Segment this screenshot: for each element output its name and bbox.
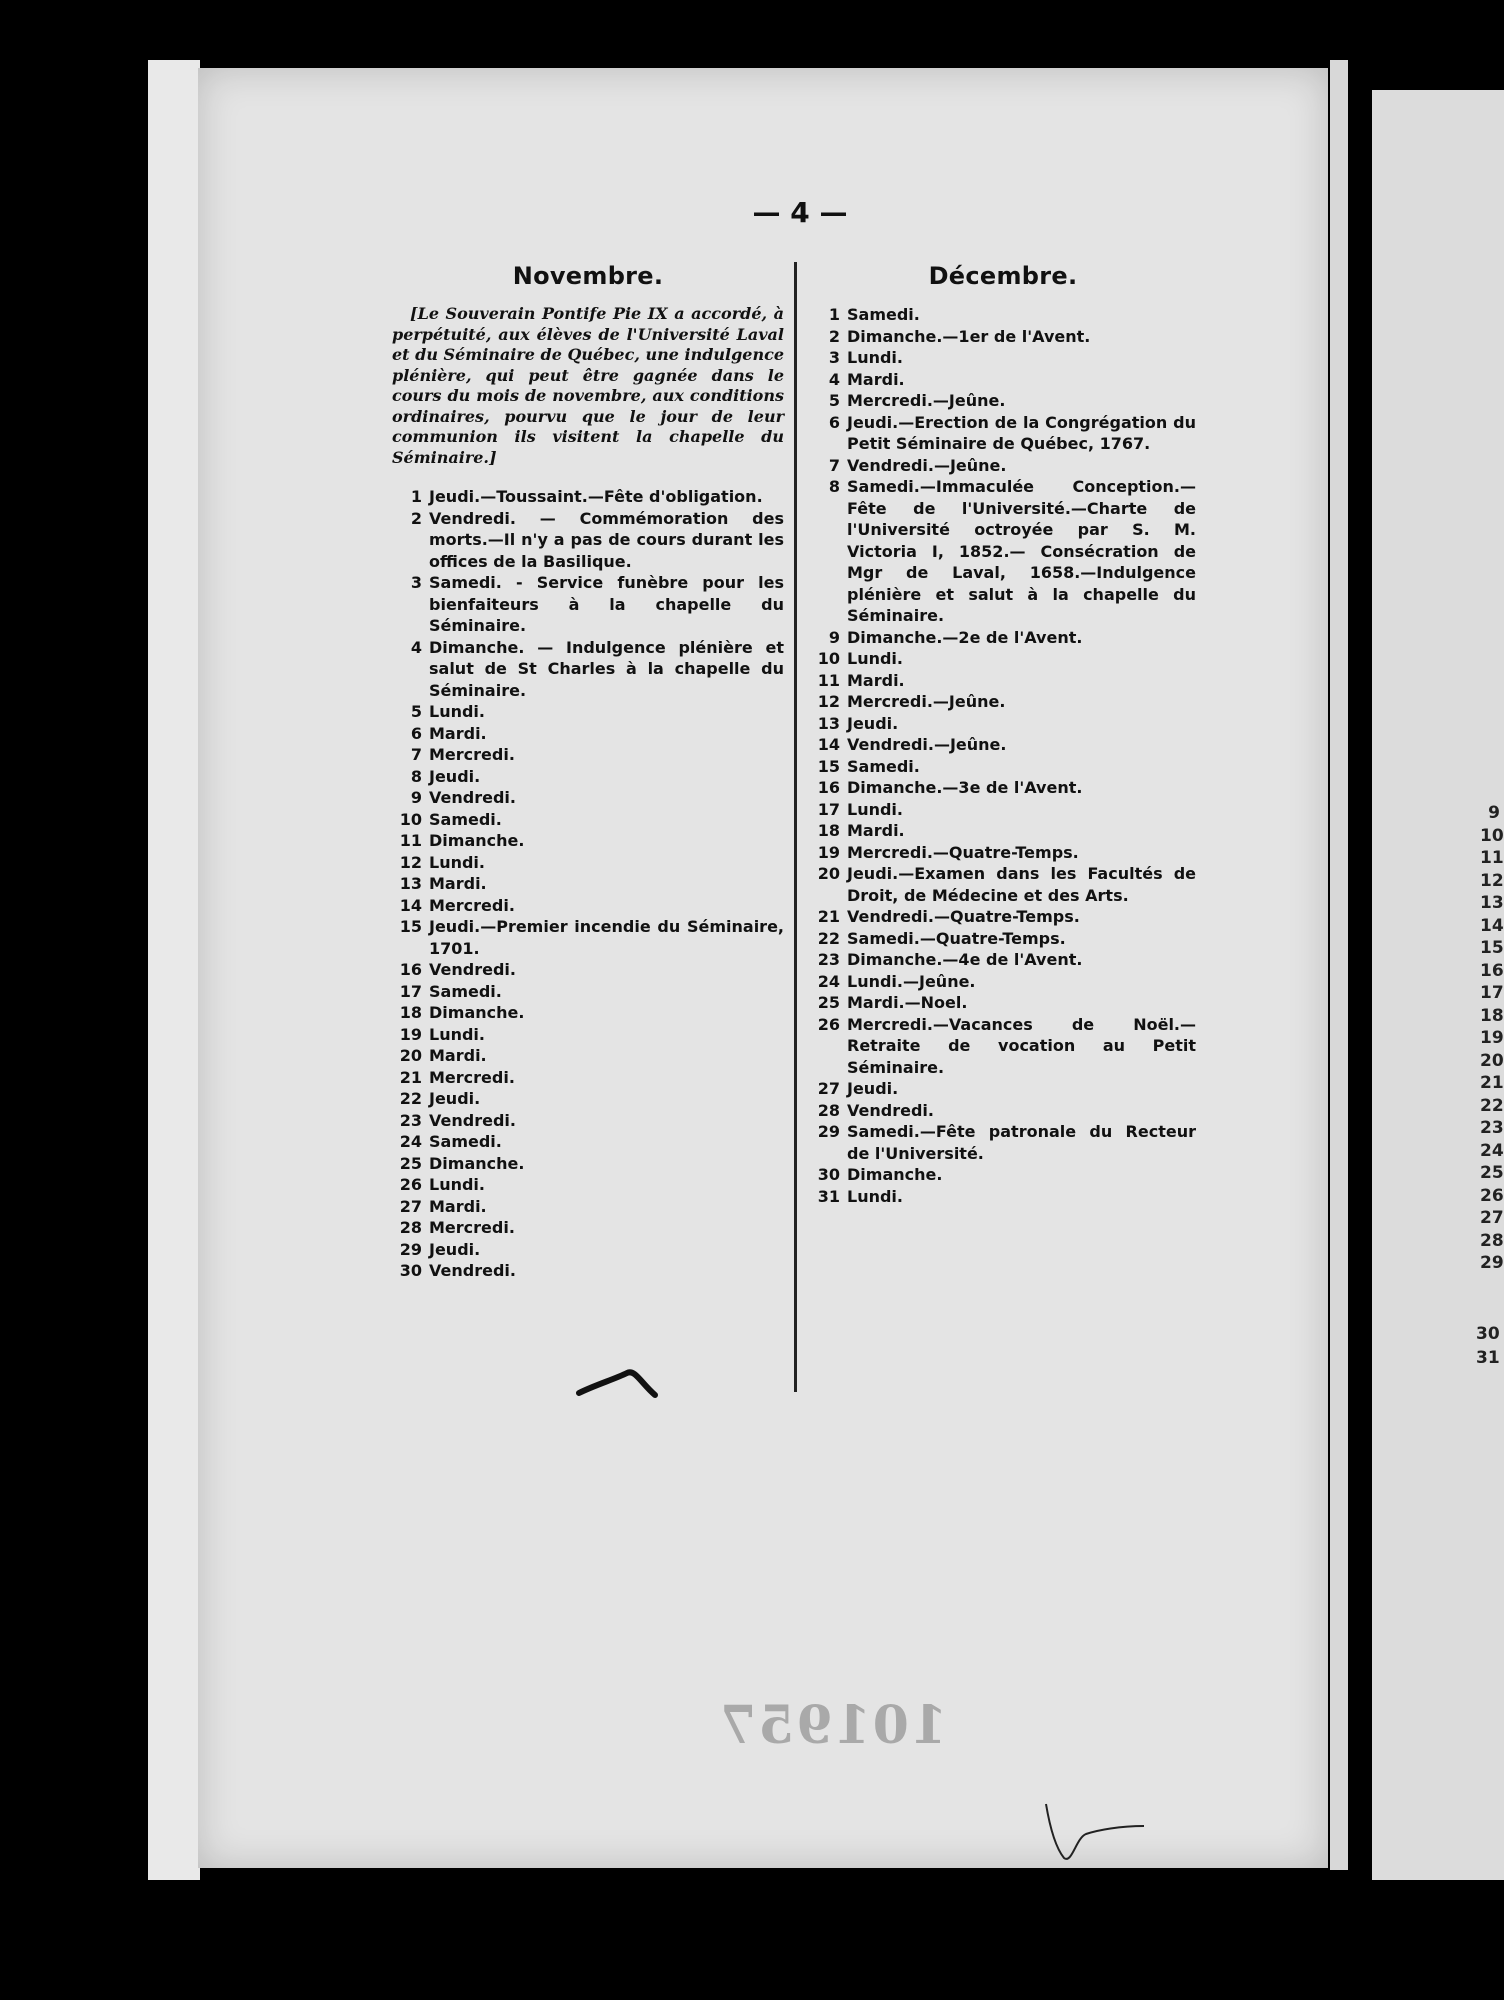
day-text: Jeudi.—Toussaint.—Fête d'obligation.	[429, 487, 763, 506]
list-item	[810, 777, 1196, 799]
day-text: Mercredi.	[429, 1218, 515, 1237]
day-number: 20	[399, 1046, 422, 1065]
next-page-day-numbers	[1480, 802, 1504, 1275]
day-text: Mardi.	[847, 670, 905, 690]
list-item	[810, 390, 1196, 412]
day-text: Vendredi.	[429, 788, 516, 807]
list-item	[392, 1217, 784, 1239]
page-number: — 4 —	[752, 196, 848, 229]
next-page-day-number: 11	[1480, 848, 1504, 868]
day-number: 26	[399, 1175, 422, 1194]
day-text: Samedi.	[429, 981, 502, 1001]
day-text: Lundi.	[429, 1175, 485, 1194]
day-number: 25	[817, 993, 840, 1012]
list-item	[810, 928, 1196, 950]
next-page-day-number: 21	[1480, 1073, 1504, 1093]
day-text: Mardi.	[429, 1046, 487, 1065]
day-text: Mardi.	[429, 1196, 487, 1216]
list-item	[392, 895, 784, 917]
day-text: Mardi.	[429, 874, 487, 893]
page-spine	[1330, 60, 1348, 1870]
day-number: 15	[817, 756, 840, 776]
list-item	[392, 1024, 784, 1046]
list-item	[810, 369, 1196, 391]
list-item	[810, 713, 1196, 735]
list-item	[392, 852, 784, 874]
day-text: Samedi. - Service funèbre pour les bienfaiteurs à la chapelle du Séminaire.	[429, 573, 784, 635]
next-page-day-number: 17	[1480, 983, 1504, 1003]
day-text: Jeudi.—Erection de la Congrégation du Petit Séminaire de Québec, 1767.	[847, 412, 1196, 453]
day-number: 24	[817, 971, 840, 991]
next-page-day-number: 14	[1480, 915, 1504, 936]
day-number: 27	[817, 1079, 840, 1098]
day-number: 2	[828, 326, 840, 346]
day-number: 7	[410, 745, 422, 764]
day-text: Vendredi.	[429, 1261, 516, 1280]
list-item	[810, 949, 1196, 971]
list-item	[810, 326, 1196, 348]
day-number: 27	[399, 1196, 422, 1216]
day-text: Lundi.—Jeûne.	[847, 971, 976, 991]
day-text: Lundi.	[429, 1024, 485, 1044]
day-number: 25	[399, 1153, 422, 1173]
day-text: Jeudi.	[429, 1089, 481, 1108]
list-item	[392, 830, 784, 852]
day-text: Samedi.	[429, 809, 502, 829]
next-page-day-number: 20	[1480, 1050, 1504, 1071]
day-text: Samedi.—Immaculée Conception.—Fête de l'Université.—Charte de l'Université octroyée par S. M. Victoria I, 1852.— Consécration de Mgr de Laval, 1658.—Indulgence plénière et salut à la chapelle du Séminaire.	[847, 477, 1196, 625]
day-number: 24	[399, 1132, 422, 1151]
list-item	[810, 820, 1196, 842]
day-number: 18	[817, 821, 840, 840]
day-number: 17	[817, 799, 840, 819]
day-number: 4	[828, 369, 840, 389]
day-text: Vendredi. — Commémoration des morts.—Il n'y a pas de cours durant les offices de la Basilique.	[429, 508, 784, 571]
november-title: Novembre.	[512, 262, 664, 290]
next-page-day-number: 15	[1480, 938, 1504, 958]
list-item	[392, 637, 784, 702]
day-text: Mercredi.—Vacances de Noël.—Retraite de vocation au Petit Séminaire.	[847, 1014, 1196, 1077]
list-item	[810, 670, 1196, 692]
day-number: 14	[817, 735, 840, 754]
day-number: 1	[828, 305, 840, 324]
day-number: 21	[817, 907, 840, 926]
day-text: Mardi.	[429, 723, 487, 743]
day-number: 6	[828, 412, 840, 432]
day-text: Jeudi.	[429, 766, 481, 786]
column-divider	[794, 262, 797, 1392]
list-item	[392, 1196, 784, 1218]
list-item	[810, 648, 1196, 670]
day-number: 12	[399, 852, 422, 872]
day-text: Dimanche. — Indulgence plénière et salut de St Charles à la chapelle du Séminaire.	[429, 637, 784, 700]
december-title: Décembre.	[928, 262, 1078, 290]
day-number: 29	[399, 1239, 422, 1259]
day-number: 6	[410, 723, 422, 743]
list-item	[392, 873, 784, 895]
list-item	[810, 756, 1196, 778]
list-item	[810, 304, 1196, 326]
november-entries	[392, 486, 784, 1282]
day-text: Samedi.—Fête patronale du Recteur de l'Université.	[847, 1122, 1196, 1163]
day-text: Vendredi.—Quatre-Temps.	[847, 907, 1080, 926]
day-number: 19	[399, 1024, 422, 1044]
next-page-day-number: 29	[1480, 1253, 1504, 1273]
day-number: 5	[410, 702, 422, 721]
day-text: Vendredi.	[429, 1110, 516, 1130]
pencil-mark	[1040, 1798, 1150, 1868]
day-number: 26	[817, 1014, 840, 1034]
day-number: 20	[817, 864, 840, 883]
day-number: 30	[817, 1165, 840, 1184]
list-item	[810, 1078, 1196, 1100]
december-column	[810, 262, 1196, 1207]
day-number: 7	[828, 455, 840, 475]
next-page-day-number: 10	[1480, 825, 1504, 846]
day-text: Dimanche.	[429, 1003, 525, 1022]
left-page-edge	[148, 60, 200, 1880]
list-item	[392, 1088, 784, 1110]
next-page-day-number: 28	[1480, 1230, 1504, 1251]
day-number: 13	[817, 713, 840, 733]
day-text: Mercredi.—Jeûne.	[847, 391, 1006, 410]
day-text: Mardi.	[847, 369, 905, 389]
list-item	[392, 701, 784, 723]
day-number: 8	[828, 477, 840, 496]
day-text: Lundi.	[847, 1186, 903, 1206]
day-number: 9	[828, 627, 840, 647]
next-page-day-numbers-bottom	[1476, 1322, 1500, 1370]
november-column	[392, 262, 784, 1282]
day-text: Samedi.—Quatre-Temps.	[847, 928, 1066, 948]
list-item	[392, 572, 784, 637]
day-number: 21	[399, 1067, 422, 1087]
day-text: Mercredi.	[429, 1067, 515, 1087]
day-text: Jeudi.	[847, 713, 899, 733]
day-text: Vendredi.—Jeûne.	[847, 735, 1007, 754]
day-number: 19	[817, 842, 840, 862]
list-item	[810, 1014, 1196, 1079]
december-entries	[810, 304, 1196, 1207]
day-text: Samedi.	[847, 756, 920, 776]
day-number: 5	[828, 391, 840, 410]
list-item	[810, 1186, 1196, 1208]
list-item	[810, 842, 1196, 864]
next-page-day-number: 16	[1480, 960, 1504, 981]
next-page-fragment	[1372, 90, 1504, 1880]
day-text: Lundi.	[847, 649, 903, 668]
day-text: Jeudi.	[429, 1239, 481, 1259]
list-item	[392, 1260, 784, 1282]
day-text: Mardi.	[847, 821, 905, 840]
day-number: 31	[817, 1186, 840, 1206]
day-text: Lundi.	[429, 702, 485, 721]
list-item	[392, 1045, 784, 1067]
next-page-day-number: 22	[1480, 1095, 1504, 1116]
day-text: Samedi.	[429, 1132, 502, 1151]
list-item	[392, 1239, 784, 1261]
day-number: 10	[399, 809, 422, 829]
list-item	[392, 787, 784, 809]
day-number: 8	[410, 766, 422, 786]
day-text: Vendredi.	[847, 1100, 934, 1120]
list-item	[392, 1174, 784, 1196]
day-text: Vendredi.	[429, 960, 516, 979]
day-number: 2	[410, 508, 422, 528]
day-text: Dimanche.	[429, 831, 525, 850]
day-number: 28	[817, 1100, 840, 1120]
list-item	[392, 1110, 784, 1132]
day-text: Samedi.	[847, 305, 920, 324]
day-text: Dimanche.—3e de l'Avent.	[847, 778, 1083, 797]
day-number: 11	[399, 831, 422, 850]
list-item	[392, 981, 784, 1003]
day-number: 9	[410, 788, 422, 807]
next-page-day-number: 18	[1480, 1005, 1504, 1026]
november-indulgence-note: [Le Souverain Pontife Pie IX a accordé, à perpétuité, aux élèves de l'Université Laval et du Séminaire de Québec, une indulgence plénière, qui peut être gagnée dans le cours du mois de novembre, aux conditions ordinaires, pourvu que le jour de leur communion ils visitent la chapelle du Séminaire.]	[392, 304, 785, 467]
list-item	[810, 1121, 1196, 1164]
day-text: Mercredi.—Jeûne.	[847, 692, 1006, 711]
day-number: 17	[399, 981, 422, 1001]
list-item	[392, 486, 784, 508]
day-number: 29	[817, 1122, 840, 1141]
next-page-day-number: 23	[1480, 1118, 1504, 1138]
day-text: Jeudi.	[847, 1079, 899, 1098]
list-item	[392, 744, 784, 766]
day-number: 16	[817, 778, 840, 797]
day-number: 4	[410, 637, 422, 657]
list-item	[392, 1002, 784, 1024]
list-item	[810, 1164, 1196, 1186]
next-page-day-number: 27	[1480, 1208, 1504, 1228]
next-page-day-number: 26	[1480, 1185, 1504, 1206]
list-item	[392, 723, 784, 745]
day-number: 13	[399, 874, 422, 893]
list-item	[810, 971, 1196, 993]
day-number: 23	[399, 1110, 422, 1130]
day-text: Mercredi.—Quatre-Temps.	[847, 842, 1079, 862]
list-item	[810, 863, 1196, 906]
day-number: 18	[399, 1003, 422, 1022]
next-page-day-number: 30	[1476, 1324, 1500, 1344]
next-page-day-number: 12	[1480, 870, 1504, 891]
list-item	[810, 992, 1196, 1014]
list-item	[810, 476, 1196, 627]
day-number: 3	[410, 573, 422, 592]
next-page-day-number: 25	[1480, 1163, 1504, 1183]
day-text: Dimanche.	[429, 1153, 525, 1173]
day-number: 23	[817, 950, 840, 969]
day-number: 12	[817, 692, 840, 711]
day-number: 3	[828, 348, 840, 367]
day-text: Jeudi.—Premier incendie du Séminaire, 1701.	[429, 917, 784, 958]
day-number: 30	[399, 1261, 422, 1280]
list-item	[810, 1100, 1196, 1122]
day-number: 1	[410, 487, 422, 506]
list-item	[810, 412, 1196, 455]
list-item	[810, 734, 1196, 756]
list-item	[392, 508, 784, 573]
list-item	[810, 347, 1196, 369]
day-text: Dimanche.	[847, 1165, 943, 1184]
next-page-day-number: 31	[1476, 1348, 1500, 1368]
list-item	[810, 627, 1196, 649]
library-stamp: 101957	[718, 1695, 948, 1756]
day-text: Lundi.	[847, 799, 903, 819]
day-number: 16	[399, 960, 422, 979]
next-page-day-number: 19	[1480, 1028, 1504, 1048]
next-page-day-number: 24	[1480, 1140, 1504, 1161]
list-item	[392, 766, 784, 788]
day-number: 22	[399, 1089, 422, 1108]
day-text: Jeudi.—Examen dans les Facultés de Droit, de Médecine et des Arts.	[847, 864, 1196, 905]
list-item	[810, 691, 1196, 713]
day-text: Lundi.	[429, 852, 485, 872]
next-page-day-number: 13	[1480, 893, 1504, 913]
list-item	[392, 809, 784, 831]
day-text: Mercredi.	[429, 895, 515, 915]
day-number: 22	[817, 928, 840, 948]
day-number: 14	[399, 895, 422, 915]
day-text: Dimanche.—4e de l'Avent.	[847, 950, 1083, 969]
ink-mark	[575, 1365, 665, 1405]
next-page-day-number: 9	[1488, 803, 1500, 823]
list-item	[392, 1067, 784, 1089]
list-item	[810, 455, 1196, 477]
day-text: Lundi.	[847, 348, 903, 367]
list-item	[392, 1153, 784, 1175]
list-item	[392, 959, 784, 981]
day-number: 10	[817, 649, 840, 668]
list-item	[392, 1131, 784, 1153]
list-item	[810, 799, 1196, 821]
day-text: Vendredi.—Jeûne.	[847, 455, 1007, 475]
list-item	[810, 906, 1196, 928]
day-text: Dimanche.—2e de l'Avent.	[847, 627, 1083, 647]
day-text: Mardi.—Noel.	[847, 993, 968, 1012]
day-number: 11	[817, 670, 840, 690]
day-number: 28	[399, 1218, 422, 1237]
day-text: Dimanche.—1er de l'Avent.	[847, 326, 1091, 346]
day-number: 15	[399, 917, 422, 936]
list-item	[392, 916, 784, 959]
day-text: Mercredi.	[429, 745, 515, 764]
